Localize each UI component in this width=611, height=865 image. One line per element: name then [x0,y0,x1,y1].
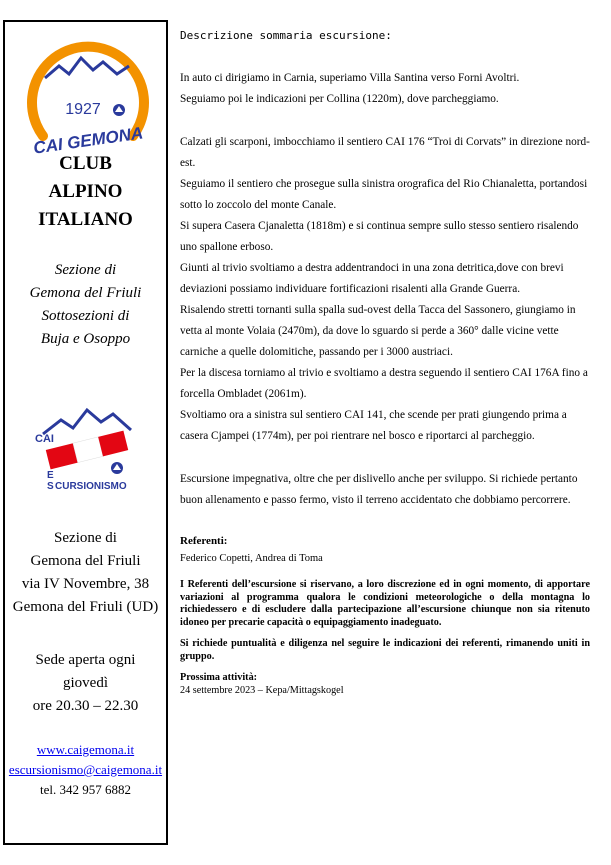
contacts-block [5,740,166,800]
club-title [5,150,166,234]
next-activity-title: Prossima attività: [180,672,258,683]
cai-emblem-icon [111,462,123,474]
address-line: Gemona del Friuli [30,553,141,569]
logo-esc-e: E [47,470,54,481]
paragraph-route [180,132,590,447]
email-link[interactable]: escursionismo@caigemona.it [8,762,163,777]
address-line: Sezione di [54,530,117,546]
description-heading: Descrizione sommaria escursione: [180,29,392,42]
address-line: via IV Novembre, 38 [21,576,150,592]
paragraph-line: Seguiamo il sentiero che prosegue sulla sinistra orografica del Rio Chianaletta, portandosi sotto lo zoccolo del monte Canale. [180,178,588,211]
club-title-line: ITALIANO [38,209,133,230]
paragraph-intro [180,68,590,110]
cai-gemona-logo [21,28,155,162]
logo-text: CAI GEMONA [32,123,145,158]
notice-disclaimer: I Referenti dell’escursione si riservano, a loro discrezione ed in ogni momento, di apportare variazioni al programma qualora le condizioni meteorologiche o della montagna lo richiedessero e di escludere dalla partecipazione all’escursione chiunque non sia ritenuto idoneo per precarie capacità o equipaggiamento inadeguato. [180,579,590,628]
paragraph-line: Giunti al trivio svoltiamo a destra addentrandoci in una zona detritica,dove con brevi deviazioni possiamo individuare fortificazioni risalenti alla Grande Guerra. [180,262,564,295]
logo-esc-rest: CURSIONISMO [55,481,127,492]
logo-esc-s: S [47,481,54,492]
sezione-block [5,259,166,351]
website-link[interactable]: www.caigemona.it [36,742,135,757]
cai-emblem-icon [113,104,125,116]
paragraph-line: In auto ci dirigiamo in Carnia, superiamo Villa Santina verso Forni Avoltri. [180,72,520,84]
logo-year: 1927 [65,101,101,118]
paragraph-difficulty [180,469,590,511]
referenti-title: Referenti: [180,535,228,547]
address-line: Gemona del Friuli (UD) [12,599,159,615]
paragraph-line: Escursione impegnativa, oltre che per dislivello anche per sviluppo. Si richiede pertanto buon allenamento e passo fermo, visto il terreno accidentato che dobbiamo percorrere. [180,473,578,506]
sezione-line: Sezione di [54,262,117,278]
sezione-line: Buja e Osoppo [40,331,131,347]
opening-hours [5,649,166,718]
hours-line: giovedì [63,675,108,691]
address-block [5,527,166,619]
sezione-line: Gemona del Friuli [29,285,142,301]
hours-line: Sede aperta ogni [35,652,136,668]
club-title-line: ALPINO [48,181,123,202]
paragraph-line: Per la discesa torniamo al trivio e svoltiamo a destra seguendo il sentiero CAI 176A fino a forcella Ombladet (2061m). [180,367,588,400]
next-activity-item: 24 settembre 2023 – Kepa/Mittagskogel [180,684,344,696]
main-content [180,28,590,697]
logo-esc-cai: CAI [35,433,54,445]
paragraph-line: Svoltiamo ora a sinistra sul sentiero CAI 141, che scende per prati giungendo prima a casera Cjampei (1774m), per poi rientrare nel bosco e riportarci al parcheggio. [180,409,567,442]
telephone: tel. 342 957 6882 [40,782,131,797]
paragraph-line: Calzati gli scarponi, imbocchiamo il sentiero CAI 176 “Troi di Corvats” in direzione nord-est. [180,136,590,169]
sezione-line: Sottosezioni di [41,308,130,324]
cai-escursionismo-logo [31,400,143,500]
sidebar [3,20,168,845]
referenti-names: Federico Copetti, Andrea di Toma [180,553,323,564]
paragraph-line: Si supera Casera Cjanaletta (1818m) e si continua sempre sullo stesso sentiero risalendo uno spallone erboso. [180,220,579,253]
club-title-line: CLUB [59,153,112,174]
paragraph-line: Seguiamo poi le indicazioni per Collina (1220m), dove parcheggiamo. [180,93,499,105]
notice-punctuality: Si richiede puntualità e diligenza nel seguire le indicazioni dei referenti, rimanendo uniti in gruppo. [180,638,590,662]
hours-line: ore 20.30 – 22.30 [32,698,139,714]
paragraph-line: Risalendo stretti tornanti sulla spalla sud-ovest della Tacca del Sassonero, giungiamo in vetta al monte Volaia (2470m), da dove lo sguardo si perde a 360° dalle vicine vette carniche a quelle dolomitiche, passando per i 3000 austriaci. [180,304,576,358]
